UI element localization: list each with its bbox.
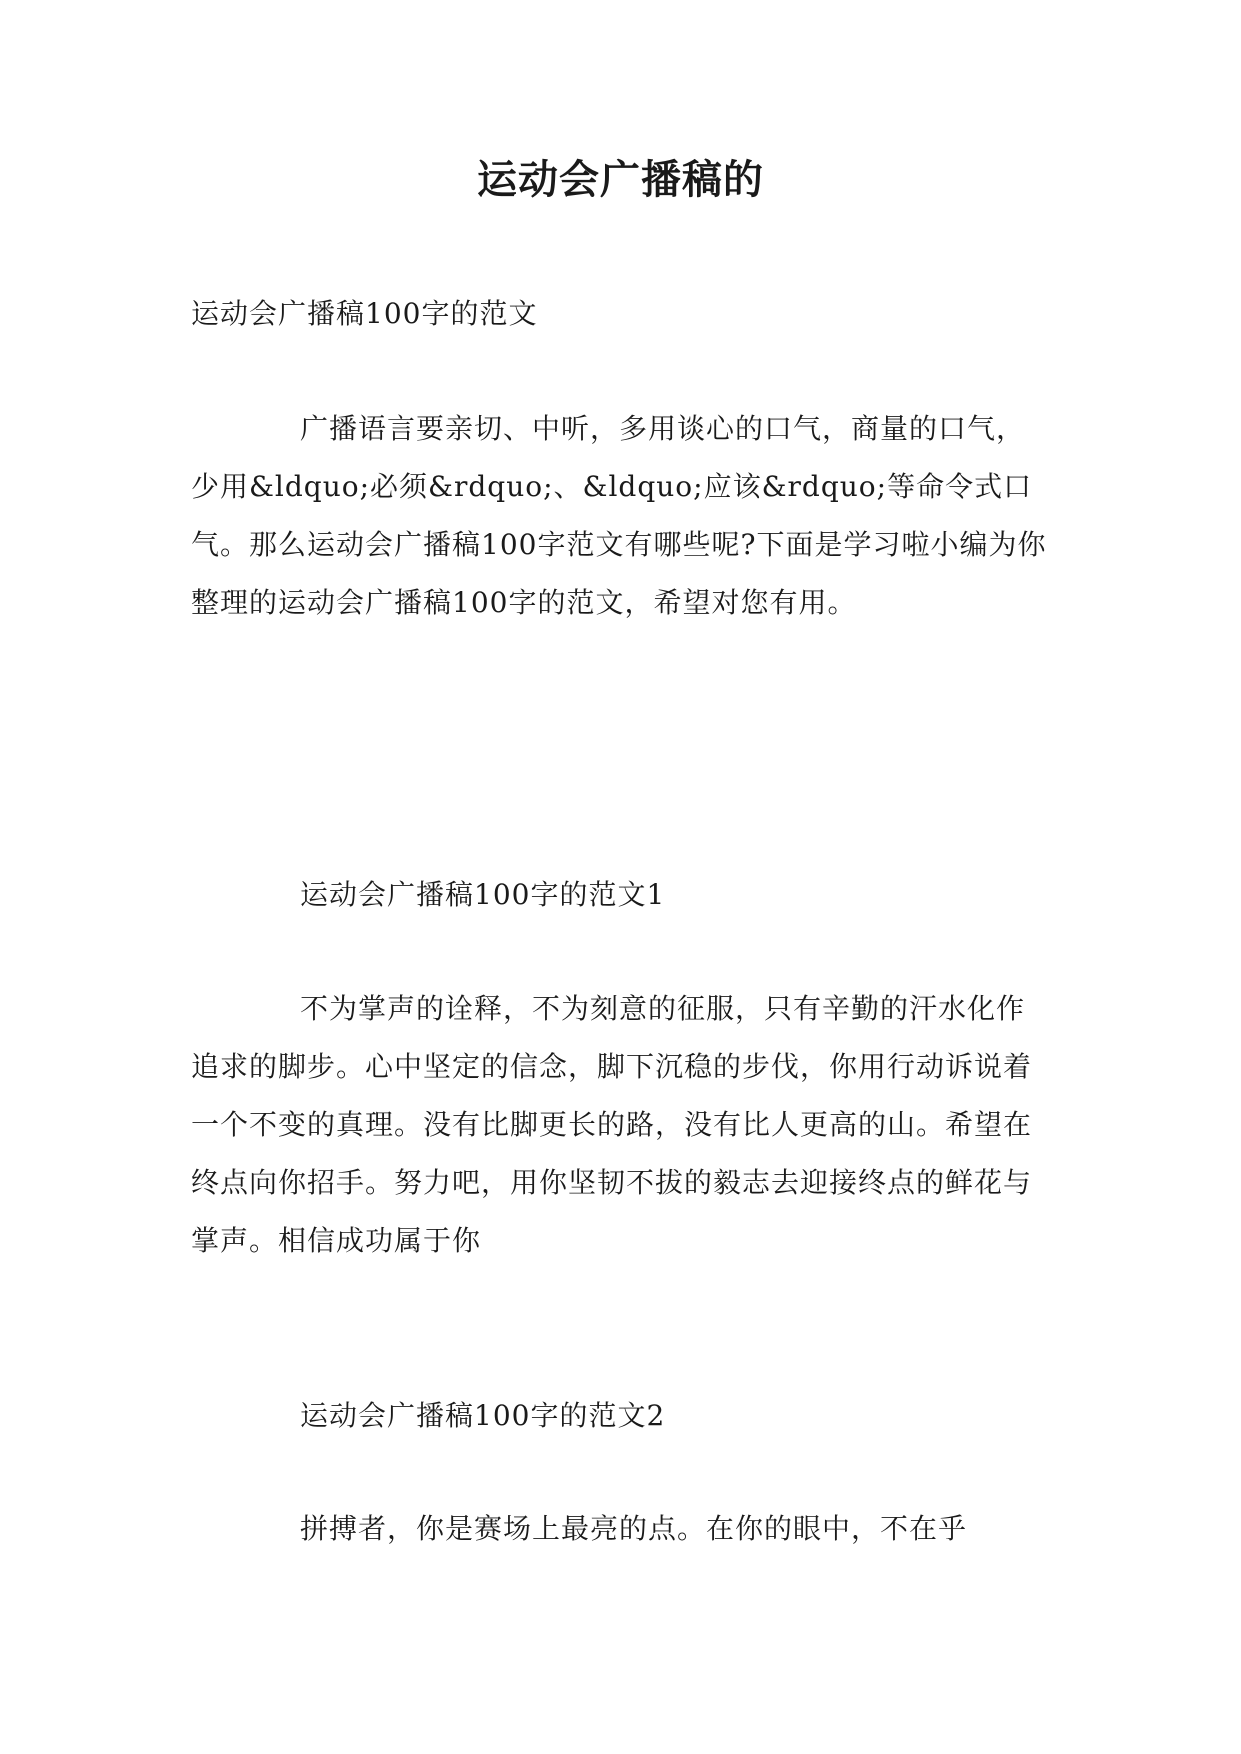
intro-paragraph: 广播语言要亲切、中听，多用谈心的口气，商量的口气，少用&ldquo;必须&rdquo;、&ldquo;应该&rdquo;等命令式口气。那么运动会广播稿100字范文有哪些呢?下面是学习啦小编为你整理的运动会广播稿100字的范文，希望对您有用。 [191, 412, 1047, 619]
section-1-paragraph: 不为掌声的诠释，不为刻意的征服，只有辛勤的汗水化作追求的脚步。心中坚定的信念，脚下沉稳的步伐，你用行动诉说着一个不变的真理。没有比脚更长的路，没有比人更高的山。希望在终点向你招手。努力吧，用你坚韧不拔的毅志去迎接终点的鲜花与掌声。相信成功属于你 [191, 992, 1033, 1257]
section-2-paragraph: 拼搏者，你是赛场上最亮的点。在你的眼中，不在乎 [300, 1512, 968, 1545]
intro-heading: 运动会广播稿100字的范文 [191, 297, 538, 330]
section-2-heading: 运动会广播稿100字的范文2 [300, 1399, 666, 1432]
document-title: 运动会广播稿的 [477, 157, 764, 203]
section-1-heading: 运动会广播稿100字的范文1 [300, 878, 666, 911]
